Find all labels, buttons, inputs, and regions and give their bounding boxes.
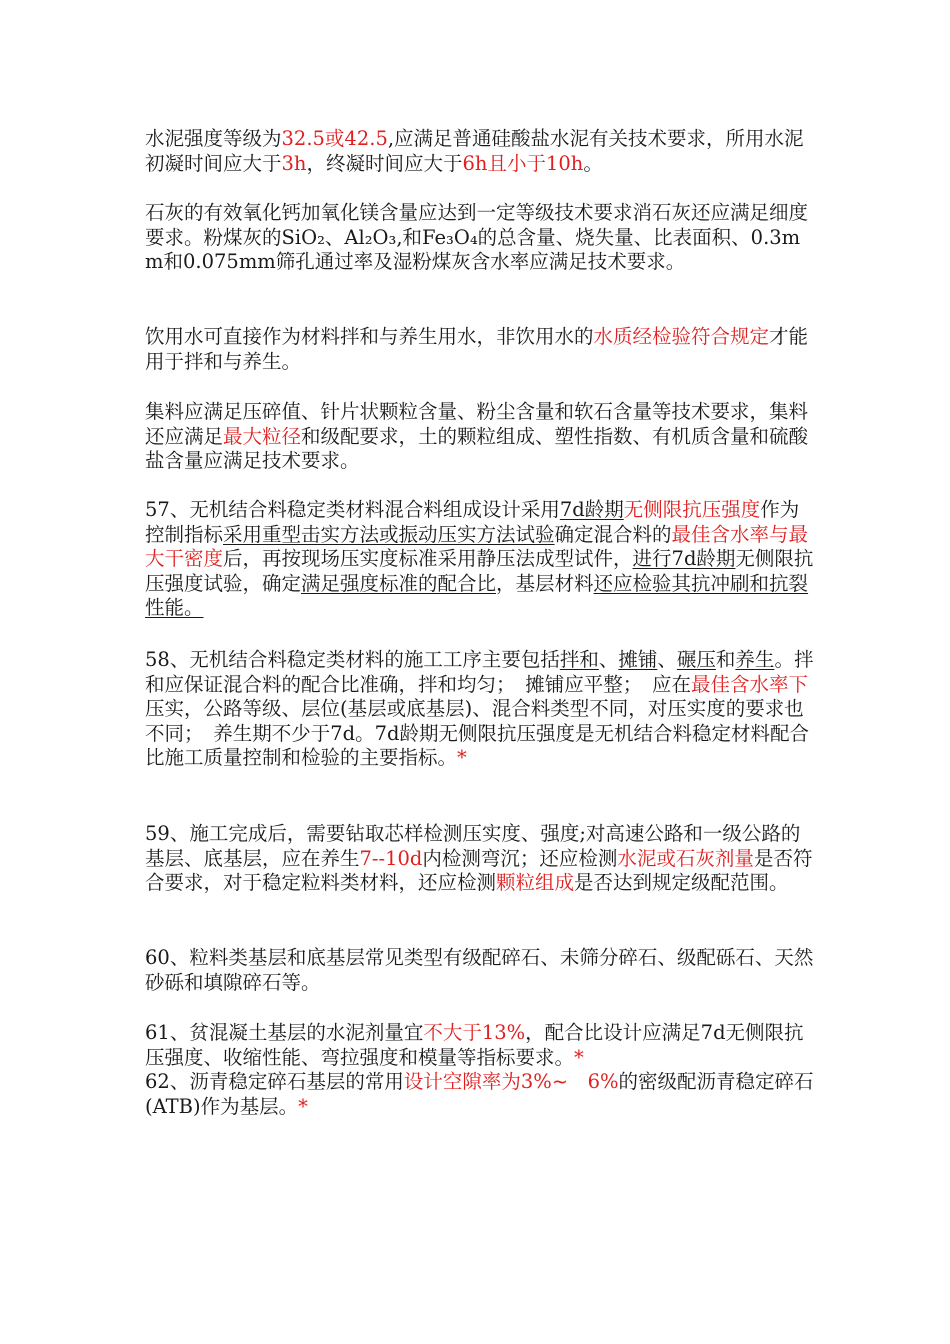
paragraph-60 — [145, 946, 815, 995]
text-segment: 颗粒组成 — [496, 871, 575, 894]
text-segment: 才能用于拌和与养生。 — [145, 325, 809, 373]
text-segment: * — [298, 1094, 308, 1118]
text-segment: 60、粒料类基层和底基层常见类型有级配碎石、未筛分碎石、级配砾石、天然砂砾和填隙碎石等。 — [145, 946, 814, 994]
text-segment: 和级配要求，土的颗粒组成、塑性指数、有机质含量和硫酸盐含量应满足技术要求。 — [145, 424, 809, 472]
text-segment: 满足强度标准的配合比 — [301, 571, 497, 595]
text-segment: * — [574, 1045, 584, 1069]
text-segment: 32.5或42.5 — [281, 127, 388, 150]
text-segment: 无侧限抗压强度 — [623, 498, 761, 521]
text-segment: 61、贫混凝土基层的水泥剂量宜 — [145, 1021, 424, 1044]
text-segment: 、 — [657, 648, 677, 671]
paragraph-59 — [145, 822, 815, 896]
text-segment: 无侧限抗压强度试验，确定 — [145, 547, 814, 595]
text-segment: 进行7d龄期 — [632, 547, 736, 570]
text-segment: 养生 — [735, 648, 775, 671]
text-segment: 采用重型击实方法或振动压实方法试验 — [223, 522, 555, 546]
text-segment: 水泥强度等级为 — [145, 127, 282, 150]
text-segment: 后，再按现场压实度标准采用静压法成型试件， — [223, 547, 633, 570]
text-segment: 作为控制指标 — [145, 498, 800, 546]
text-segment: 、 — [598, 648, 619, 671]
text-segment: ，基层材料 — [496, 571, 594, 595]
text-segment: 7--10d — [359, 846, 423, 870]
text-segment: 。 — [583, 151, 603, 175]
text-segment: 的密级配沥青稳定碎石(ATB)作为基层。 — [145, 1070, 814, 1118]
text-segment: ，配合比设计应满足7d无侧限抗压强度、收缩性能、弯拉强度和模量等指标要求。 — [145, 1021, 804, 1069]
text-segment: 最佳含水率与最大干密度 — [145, 522, 809, 570]
text-segment: 最佳含水率下 — [691, 672, 809, 696]
text-segment: 碾压 — [676, 648, 716, 671]
text-segment: 摊铺 — [618, 648, 658, 671]
paragraph-62 — [145, 1070, 815, 1119]
text-segment: 内检测弯沉；还应检测 — [422, 846, 618, 870]
text-segment: 水泥或石灰剂量 — [617, 846, 754, 870]
paragraph-61 — [145, 1021, 815, 1070]
text-segment: 3h — [281, 151, 307, 175]
text-segment: 6h且小于10h — [462, 151, 584, 175]
text-segment: 还应检验其抗冲刷和抗裂性能。 — [145, 571, 809, 619]
text-segment: ，终凝时间应大于 — [306, 151, 463, 175]
paragraph-57 — [145, 498, 815, 621]
paragraph-lime-flyash — [145, 201, 815, 275]
text-segment: 58、无机结合料稳定类材料的施工工序主要包括 — [145, 648, 560, 671]
text-segment: 压实，公路等级、层位(基层或底基层)、混合料类型不同，对压实度的要求也不同； 养生期不少于7d。7d龄期无侧限抗压强度是无机结合料稳定材料配合比施工质量控制和检验的主要指标。 — [145, 697, 810, 769]
paragraph-58 — [145, 648, 815, 771]
text-segment: ,应满足普通硅酸盐水泥有关技术要求，所用水泥初凝时间应大于 — [145, 127, 804, 175]
text-segment: 集料应满足压碎值、针片状颗粒含量、粉尘含量和软石含量等技术要求，集料还应满足 — [145, 400, 809, 448]
text-segment: 62、沥青稳定碎石基层的常用 — [145, 1070, 404, 1093]
text-segment: 最大粒径 — [223, 424, 302, 448]
paragraph-aggregate — [145, 400, 815, 474]
text-segment: 是否符合要求，对于稳定粒料类材料，还应检测 — [145, 846, 813, 894]
text-segment: 石灰的有效氧化钙加氧化镁含量应达到一定等级技术要求消石灰还应满足细度要求。粉煤灰的SiO₂、Al₂O₃,和Fe₃O₄的总含量、烧失量、比表面积、0.3mm和0.075mm筛孔通过率及湿粉煤灰含水率应满足技术要求。 — [145, 201, 809, 273]
text-segment: 和 — [715, 648, 736, 671]
text-segment: 设计空隙率为3%~ 6% — [403, 1070, 619, 1093]
paragraph-cement — [145, 127, 815, 176]
text-segment: 7d龄期 — [559, 498, 624, 521]
text-segment: * — [457, 746, 467, 769]
paragraph-water — [145, 325, 815, 374]
text-segment: 59、施工完成后，需要钻取芯样检测压实度、强度;对高速公路和一级公路的基层、底基层，应在养生 — [145, 822, 801, 870]
text-segment: 是否达到规定级配范围。 — [574, 871, 789, 894]
text-segment: 饮用水可直接作为材料拌和与养生用水，非饮用水的 — [145, 325, 594, 348]
text-segment: 水质经检验符合规定 — [593, 325, 770, 348]
text-segment: 。拌和应保证混合料的配合比准确，拌和均匀； 摊铺应平整； 应在 — [145, 648, 814, 696]
text-segment: 57、无机结合料稳定类材料混合料组成设计采用 — [145, 498, 560, 521]
text-segment: 不大于13% — [423, 1021, 526, 1044]
text-segment: 拌和 — [559, 648, 599, 671]
text-segment: 确定混合料的 — [554, 522, 672, 546]
